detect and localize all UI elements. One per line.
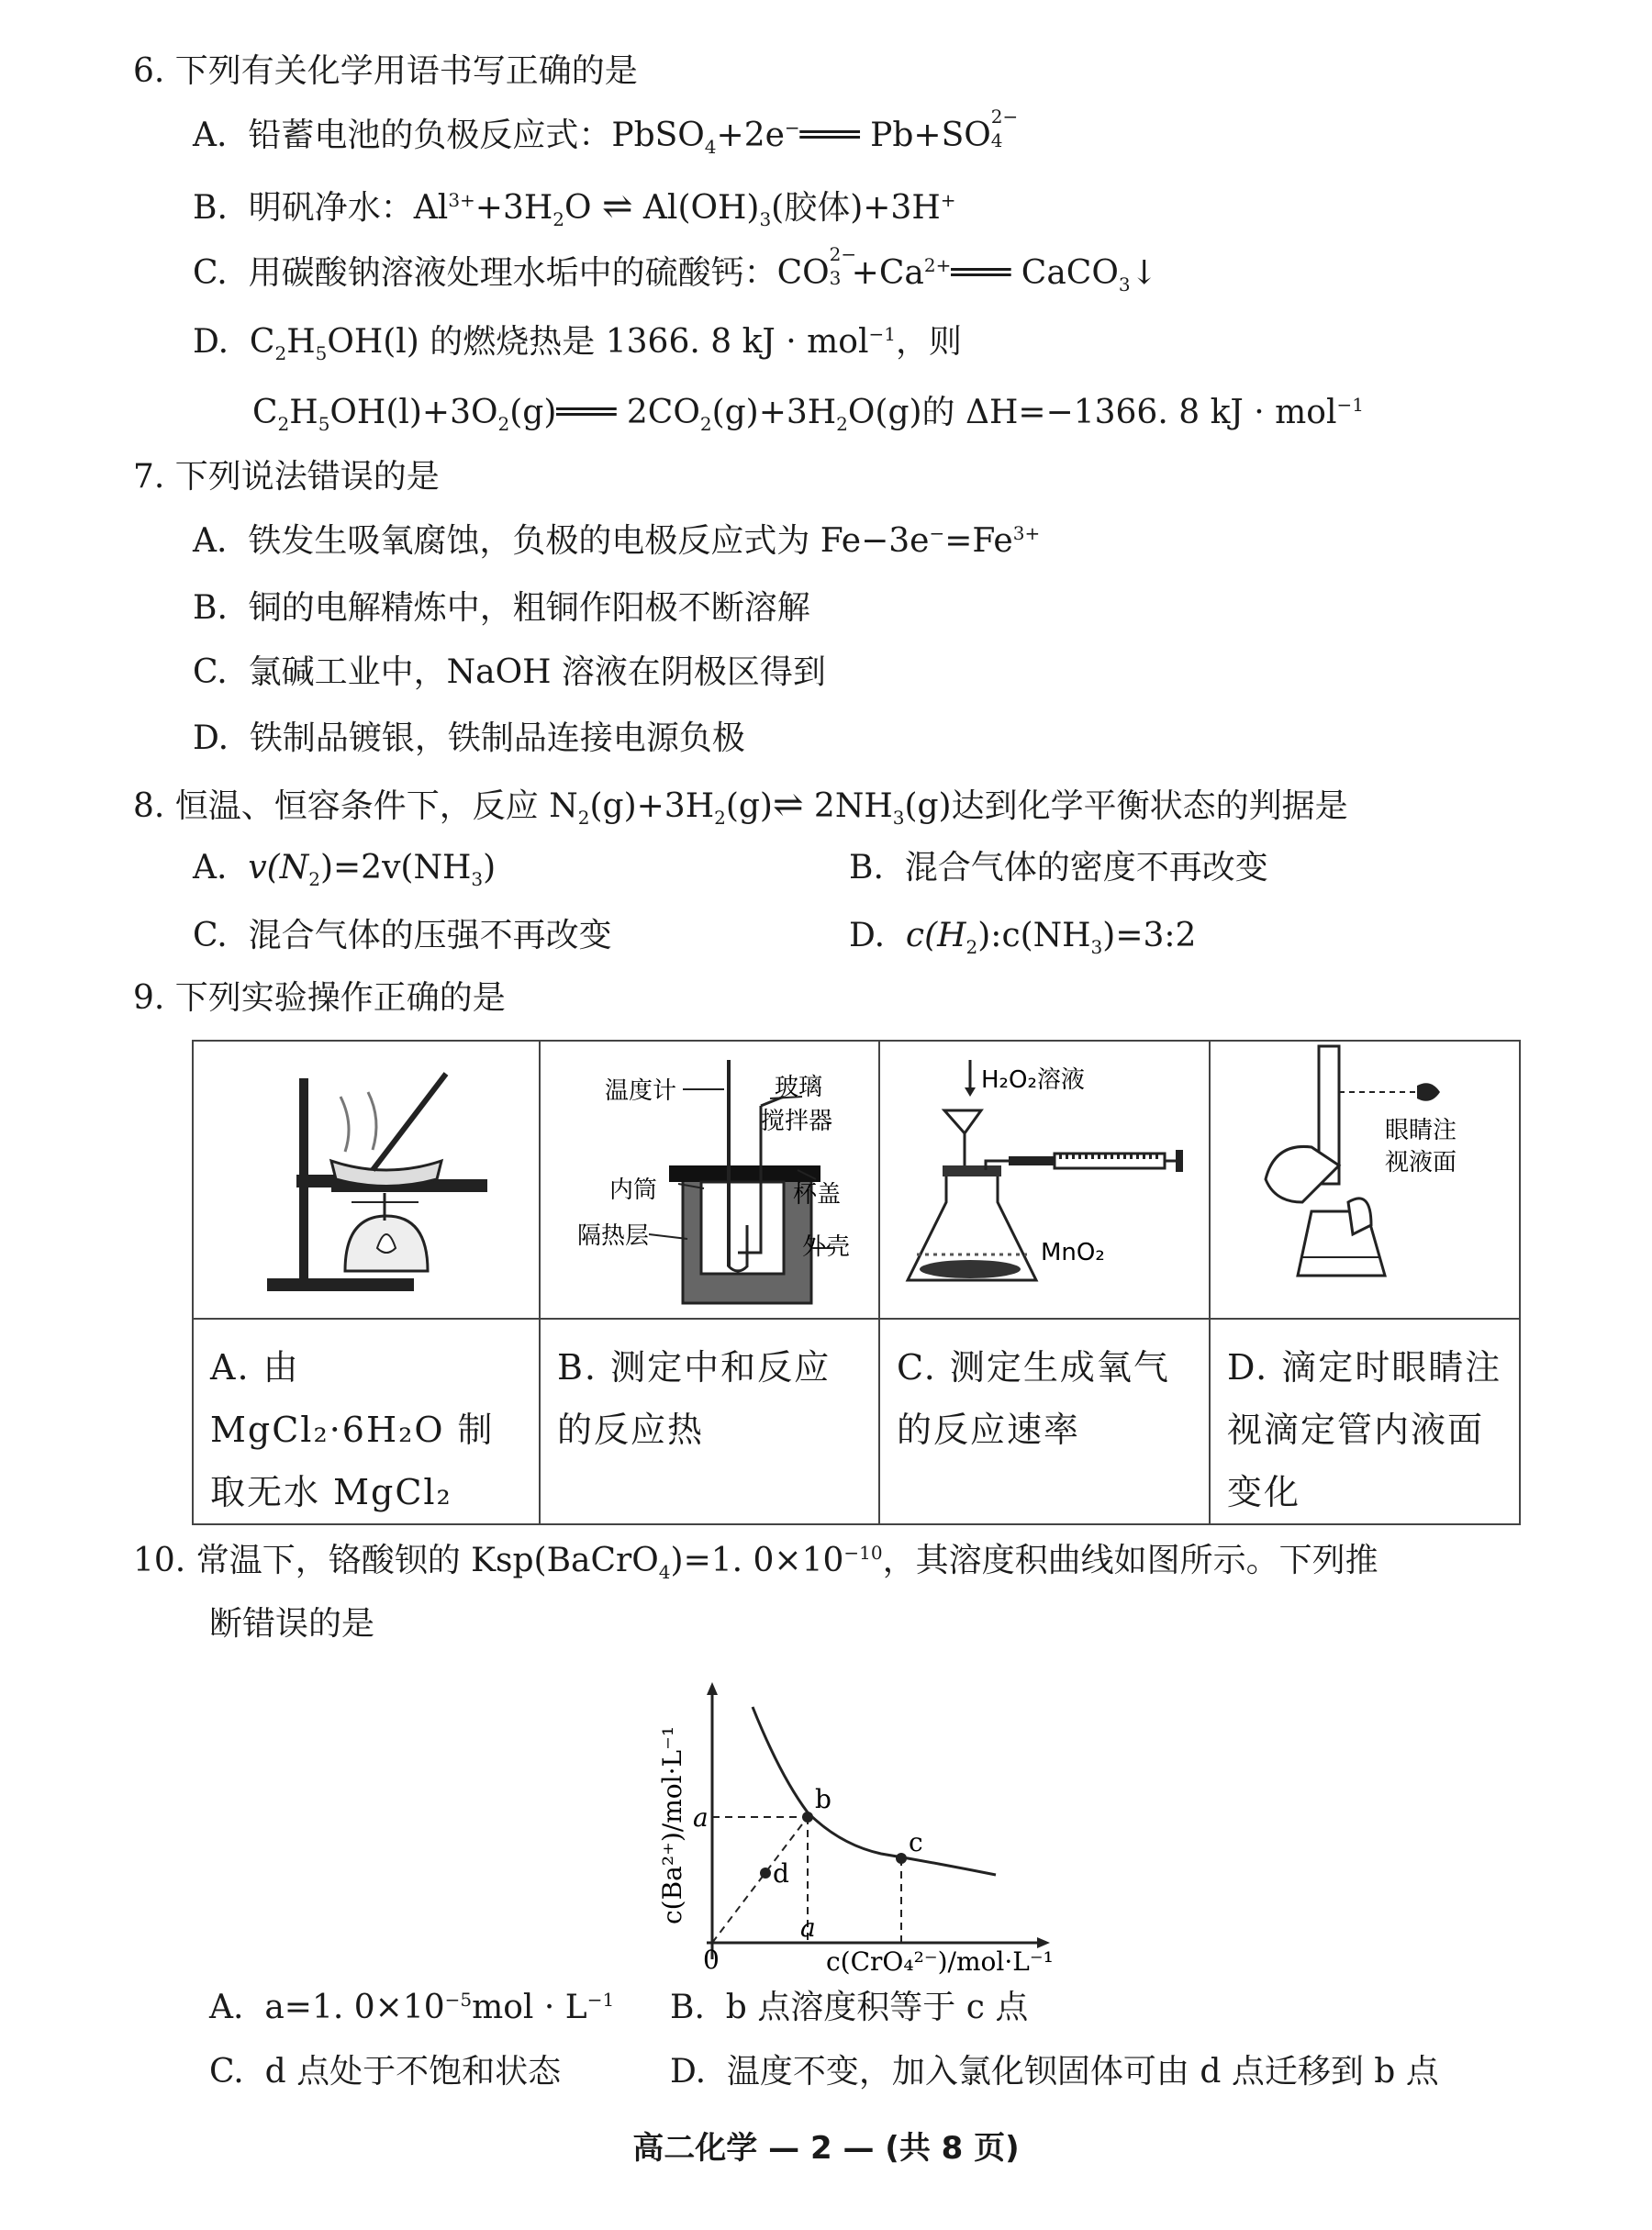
q7-stem: 7. 下列说法错误的是	[133, 458, 440, 496]
sup: −1	[868, 323, 896, 345]
label: C.	[193, 653, 228, 691]
q10-option-a	[209, 1991, 614, 2024]
sup: 3+	[448, 189, 475, 211]
q7-option-d	[193, 719, 745, 757]
text: )=3:2	[1102, 917, 1197, 954]
label-stirrer: 搅拌器	[761, 1108, 833, 1135]
text: 2CO	[616, 394, 700, 431]
q6-option-a	[193, 106, 1019, 159]
figure-a-cell	[193, 1041, 540, 1319]
equals-arrow: ═══	[799, 117, 860, 154]
text: O	[564, 189, 592, 227]
sub: 2	[308, 868, 320, 891]
text: )=2v(NH	[319, 849, 472, 886]
text: (g)	[725, 787, 773, 825]
q7-option-c	[193, 653, 826, 691]
figure-d-cell	[1210, 1041, 1520, 1319]
option-d-caption: D. 滴定时眼睛注视滴定管内液面变化	[1210, 1319, 1520, 1524]
sub: 2	[699, 413, 712, 436]
sup: −1	[586, 1989, 615, 2011]
text: ↓	[1130, 254, 1158, 292]
sub: 3	[1090, 936, 1103, 959]
text: Pb+SO	[859, 117, 991, 154]
text: 氯碱工业中，NaOH 溶液在阴极区得到	[248, 653, 826, 691]
text: 混合气体的密度不再改变	[904, 849, 1268, 886]
page-footer: 高二化学 — 2 — (共 8 页)	[632, 2130, 1020, 2167]
text: 铁制品镀银，铁制品连接电源负极	[249, 719, 745, 757]
q10-option-d	[670, 2053, 1439, 2091]
sub: 3	[892, 807, 905, 830]
text: 2NH	[803, 787, 893, 825]
point-b	[802, 1812, 813, 1823]
q7-option-b	[193, 589, 810, 627]
option-c-caption: C. 测定生成氧气的反应速率	[879, 1319, 1210, 1524]
text: O(g)的 ΔH=−1366. 8 kJ · mol	[847, 394, 1337, 431]
text: 铅蓄电池的负极反应式：PbSO	[248, 117, 705, 154]
text: 用碳酸钠溶液处理水垢中的硫酸钙：CO	[248, 254, 830, 292]
point-d	[760, 1868, 771, 1879]
label-lid: 杯盖	[793, 1181, 842, 1209]
sub: 3	[759, 208, 772, 231]
label-inner: 内筒	[609, 1176, 658, 1204]
label: D.	[849, 917, 886, 954]
text: Al(OH)	[632, 189, 760, 227]
text: 铁发生吸氧腐蚀，负极的电极反应式为 Fe−3e	[248, 522, 930, 560]
sub: 2	[497, 413, 510, 436]
figure-c-cell	[879, 1041, 1210, 1319]
subsup: 2− 4	[990, 106, 1019, 151]
text: 铜的电解精炼中，粗铜作阳极不断溶解	[248, 589, 810, 627]
text: 混合气体的压强不再改变	[248, 917, 612, 954]
figure-c-flask-syringe	[880, 1042, 1211, 1310]
figure-b-cell	[540, 1041, 879, 1319]
dash-diagonal	[712, 1817, 808, 1943]
label-mno2: MnO₂	[1041, 1239, 1105, 1266]
text: (g)达到化学平衡状态的判据是	[904, 787, 1348, 825]
text: +3H	[474, 189, 553, 227]
text: (g)+3H	[589, 787, 715, 825]
sub: 4	[704, 136, 717, 159]
sub: 2	[836, 413, 848, 436]
sub: 2	[577, 807, 590, 830]
figure-d-titration	[1211, 1042, 1521, 1310]
label: A.	[209, 1989, 244, 2026]
y-axis-label: c(Ba²⁺)/mol·L⁻¹	[657, 1725, 687, 1924]
solubility-curve	[753, 1707, 996, 1875]
y-axis-arrow	[707, 1682, 718, 1695]
label-insulation: 隔热层	[577, 1222, 650, 1250]
text: 明矾净水：Al	[248, 189, 449, 227]
label: C.	[193, 254, 228, 292]
q10-stem-line2: 断错误的是	[209, 1605, 375, 1643]
text: ):c(NH	[977, 917, 1091, 954]
q10-option-c	[209, 2053, 562, 2091]
equals-arrow: ═══	[556, 394, 617, 431]
q7-option-a	[193, 522, 1041, 560]
text: OH(l)+3O	[329, 394, 498, 431]
label: B.	[670, 1989, 705, 2026]
text: a=1. 0×10	[264, 1989, 445, 2026]
q10-option-b	[670, 1991, 1028, 2024]
text: ，其溶度积曲线如图所示。下列推	[882, 1542, 1379, 1579]
label: B.	[849, 849, 884, 886]
q8-option-b	[849, 849, 1268, 886]
q8-option-c	[193, 917, 612, 954]
label: B.	[193, 589, 228, 627]
label: C.	[209, 2053, 244, 2091]
q10-stem-line1	[133, 1542, 1379, 1584]
option-a-caption: A. 由 MgCl₂·6H₂O 制取无水 MgCl₂	[193, 1319, 540, 1524]
sup: −5	[444, 1989, 473, 2011]
label: A.	[193, 849, 228, 886]
sub: 2	[274, 342, 287, 365]
subsup: 2− 3	[829, 243, 857, 289]
label: D.	[193, 323, 229, 361]
text: c(H	[905, 917, 966, 954]
sup: −	[784, 117, 800, 139]
label-origin: 0	[703, 1945, 720, 1975]
label-thermometer: 温度计	[605, 1077, 677, 1105]
sub: 2	[966, 936, 978, 959]
q8-option-d	[849, 917, 1197, 959]
label: D.	[193, 719, 229, 757]
label-c: c	[909, 1827, 923, 1857]
q8-stem	[133, 784, 1348, 830]
ksp-curve-graph	[642, 1656, 1101, 1978]
label-a-x: a	[800, 1912, 816, 1943]
label-eye-2: 视液面	[1385, 1149, 1457, 1176]
text: d 点处于不饱和状态	[264, 2053, 562, 2091]
label-shell: 外壳	[802, 1233, 851, 1261]
label: A.	[193, 522, 228, 560]
label-d: d	[773, 1858, 789, 1889]
text: )=1. 0×10	[670, 1542, 844, 1579]
label-glass: 玻璃	[775, 1074, 823, 1101]
text: )	[483, 849, 497, 886]
sub: 4	[658, 1561, 671, 1584]
label: A.	[193, 117, 228, 154]
text: 温度不变，加入氯化钡固体可由 d 点迁移到 b 点	[726, 2053, 1439, 2091]
text: (g)	[509, 394, 557, 431]
q6-option-d	[193, 323, 962, 365]
text: v(N	[248, 849, 309, 886]
text: 10. 常温下，铬酸钡的 Ksp(BaCrO	[133, 1542, 659, 1579]
sup: +	[940, 189, 956, 211]
label-a-y: a	[693, 1802, 709, 1833]
sub: 2	[553, 208, 564, 231]
text: +Ca	[851, 254, 924, 292]
sub: 2	[714, 807, 726, 830]
sub: 5	[315, 342, 328, 365]
text: OH(l) 的燃烧热是 1366. 8 kJ · mol	[327, 323, 869, 361]
sup: −	[929, 522, 945, 544]
q6-option-d-equation	[252, 394, 1364, 436]
text: +2e	[716, 117, 785, 154]
option-b-caption: B. 测定中和反应的反应热	[540, 1319, 879, 1524]
text: mol · L	[472, 1989, 587, 2026]
label-b: b	[815, 1784, 832, 1814]
text: C	[252, 394, 278, 431]
sub: 3	[471, 868, 484, 891]
text: (g)+3H	[711, 394, 837, 431]
q6-option-c	[193, 243, 1158, 296]
sup: −1	[1336, 394, 1364, 416]
label-eye-1: 眼睛注	[1385, 1117, 1457, 1144]
sup: 2+	[923, 254, 952, 276]
experiment-table	[192, 1040, 1521, 1525]
label: C.	[193, 917, 228, 954]
label: D.	[670, 2053, 707, 2091]
label: B.	[193, 189, 228, 227]
sup: −10	[843, 1542, 883, 1564]
text: C	[249, 323, 275, 361]
q6-option-b	[193, 185, 956, 231]
text: (胶体)+3H	[771, 189, 941, 227]
sub: 2	[277, 413, 290, 436]
equals-arrow: ═══	[951, 254, 1011, 292]
label-h2o2: H₂O₂溶液	[981, 1066, 1085, 1094]
text: H	[289, 394, 318, 431]
sub: 3	[1118, 273, 1131, 296]
point-c	[896, 1853, 907, 1864]
sup: 3+	[1012, 522, 1041, 544]
q9-stem: 9. 下列实验操作正确的是	[133, 979, 506, 1017]
equilibrium-arrow: ⇌	[772, 784, 804, 826]
q6-stem: 6. 下列有关化学用语书写正确的是	[133, 52, 638, 90]
text: CaCO	[1010, 254, 1119, 292]
text: b 点溶度积等于 c 点	[725, 1989, 1029, 2026]
text: H	[286, 323, 316, 361]
equilibrium-arrow: ⇌	[601, 185, 633, 228]
x-axis-label: c(CrO₄²⁻)/mol·L⁻¹	[826, 1946, 1054, 1977]
text: 8. 恒温、恒容条件下，反应 N	[133, 787, 578, 825]
figure-a-evaporation-apparatus	[194, 1042, 541, 1310]
text: ，则	[895, 323, 962, 361]
q8-option-a	[193, 849, 497, 891]
text: =Fe	[944, 522, 1013, 560]
sub: 5	[318, 413, 330, 436]
figure-b-calorimeter	[541, 1042, 880, 1310]
